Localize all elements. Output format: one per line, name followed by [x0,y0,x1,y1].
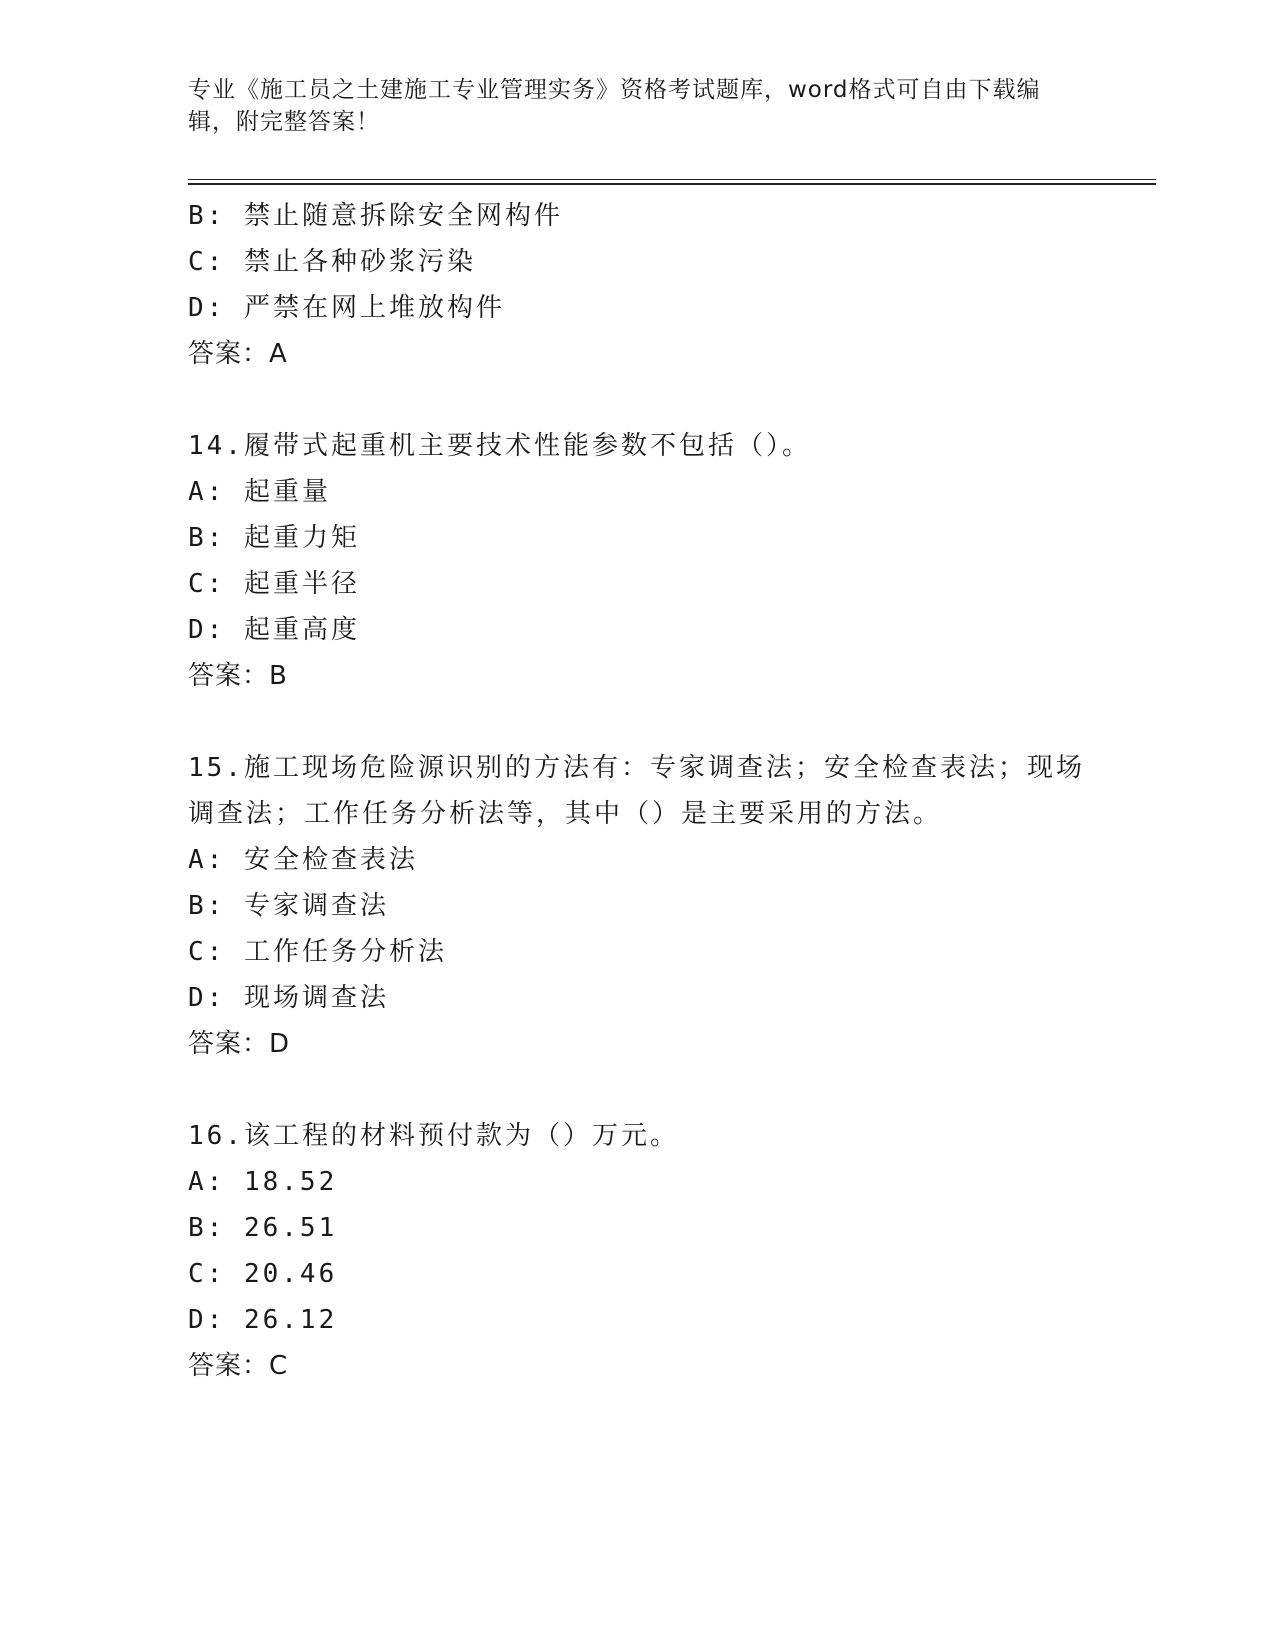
option-b: B: 专家调查法 [188,891,389,921]
question-block-14 [188,423,1088,699]
question-block-16 [188,1113,1088,1389]
header-line-2: 辑，附完整答案！ [188,109,380,135]
option-c: C: 20.46 [188,1259,338,1289]
option-d: D: 严禁在网上堆放构件 [188,293,505,323]
option-b: B: 起重力矩 [188,523,360,553]
option-c: C: 工作任务分析法 [188,937,447,967]
document-header [188,74,1088,138]
prev-question-block [188,193,1088,377]
header-divider-bottom [188,183,1156,185]
option-c: C: 起重半径 [188,569,360,599]
question-block-15 [188,745,1088,1067]
answer-line: 答案：D [188,1029,291,1059]
option-c: C: 禁止各种砂浆污染 [188,247,476,277]
option-d: D: 现场调查法 [188,983,389,1013]
option-b: B: 禁止随意拆除安全网构件 [188,201,563,231]
option-a: A: 安全检查表法 [188,845,418,875]
header-line-1: 专业《施工员之土建施工专业管理实务》资格考试题库，word格式可自由下载编 [188,77,1041,103]
option-a: A: 18.52 [188,1167,338,1197]
question-stem: 16.该工程的材料预付款为（）万元。 [188,1121,679,1151]
option-d: D: 26.12 [188,1305,338,1335]
answer-line: 答案：B [188,661,288,691]
answer-line: 答案：A [188,339,288,369]
question-stem-line-2: 调查法；工作任务分析法等，其中（）是主要采用的方法。 [188,799,943,829]
question-content [188,193,1088,1389]
answer-line: 答案：C [188,1351,289,1381]
header-divider-top [188,179,1156,180]
option-d: D: 起重高度 [188,615,360,645]
question-stem: 14.履带式起重机主要技术性能参数不包括（）。 [188,431,811,461]
option-a: A: 起重量 [188,477,331,507]
option-b: B: 26.51 [188,1213,338,1243]
question-stem-line-1: 15.施工现场危险源识别的方法有：专家调查法；安全检查表法；现场 [188,753,1085,783]
